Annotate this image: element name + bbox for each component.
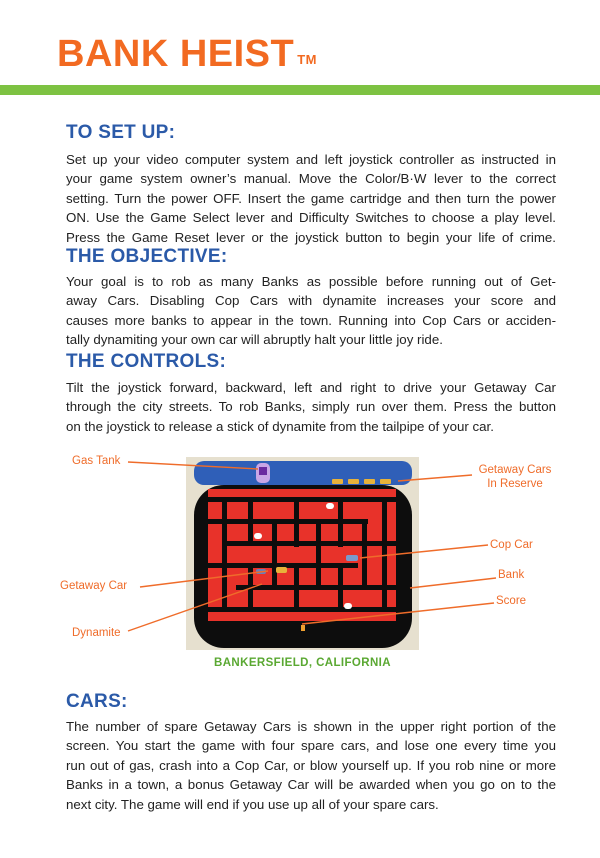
label-line: Getaway Cars [478,464,552,476]
getaway-car-icon [276,567,287,573]
text-line: tally dynamiting your own car will abruptly halt your little joy ride. [66,332,443,348]
text-line: Set up your video computer system and left joystick controller as instructed in [66,152,556,167]
page-title [57,32,317,76]
heading-setup: TO SET UP: [66,122,176,143]
text-line: Your goal is to rob as many Banks as possible before running out of Get- [66,274,556,289]
green-divider [0,85,600,95]
label-score: Score [496,595,527,607]
cop-car-icon [256,569,266,574]
label-dynamite: Dynamite [72,627,121,639]
label-line: In Reserve [487,478,543,490]
text-line: on the joystick to release a stick of dynamite from the tailpipe of your car. [66,418,494,434]
title-text: BANK HEIST [57,33,295,75]
text-line: run out of gas, crash into a Cop Car, or blow yourself up. If you rob nine or more [66,757,556,773]
label-cop-car: Cop Car [490,539,533,551]
text-line: Banks in a town, a bonus Getaway Car will be awarded when you go on to the [66,777,556,793]
illustration-caption: BANKERSFIELD, CALIFORNIA [214,657,391,669]
label-bank: Bank [498,569,525,581]
game-screen-illustration [186,457,419,650]
screen-sky [194,461,412,485]
label-gas-tank: Gas Tank [72,455,121,467]
label-getaway-cars-reserve [473,463,557,491]
paragraph-setup [66,150,556,247]
text-line: Tilt the joystick forward, backward, left and right to drive your Getaway Car [66,380,556,395]
heading-objective: THE OBJECTIVE: [66,246,228,267]
label-getaway-car: Getaway Car [60,580,128,592]
text-line: The number of spare Getaway Cars is shown in the upper right portion of the [66,719,556,734]
text-line: away Cars. Disabling Cop Cars with dynamite increases your score and [66,293,556,309]
text-line: causes more banks to appear in the town. Running into Cop Cars or acciden- [66,312,556,328]
text-line: through the city streets. To rob Banks, simply run over them. Press the button [66,399,556,415]
maze-walls [208,489,396,621]
text-line: setting. Turn the power OFF. Insert the game cartridge and then turn the power [66,190,556,206]
trademark: TM [297,52,318,67]
paragraph-objective [66,272,556,350]
text-line: next city. The game will end if you use up all of your spare cars. [66,796,439,812]
paragraph-cars [66,717,556,814]
heading-cars: CARS: [66,691,128,712]
text-line: ON. Use the Game Select lever and Difficulty Switches to choose a play level. [66,210,556,226]
text-line: Press the Game Reset lever or the joystick button to begin your life of crime. [66,229,556,245]
text-line: screen. You start the game with four spare cars, and lose one every time you [66,738,556,754]
cop-car-icon [346,555,358,561]
gas-tank-icon [256,463,270,483]
text-line: your game system owner’s manual. Move the Color/B·W lever to the correct [66,171,556,187]
paragraph-controls [66,378,556,436]
heading-controls: THE CONTROLS: [66,351,227,372]
score-icon [301,625,305,631]
